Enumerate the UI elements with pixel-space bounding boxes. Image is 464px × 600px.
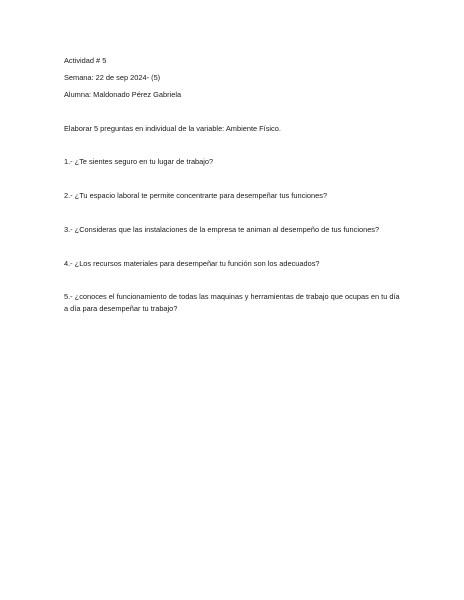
question-1: 1.- ¿Te sientes seguro en tu lugar de trabajo? (64, 157, 214, 166)
question-4: 4.- ¿Los recursos materiales para desempeñar tu función son los adecuados? (64, 259, 320, 268)
student-label: Alumna: Maldonado Pérez Gabriela (64, 90, 182, 99)
activity-label: Actividad # 5 (64, 56, 107, 65)
question-5: 5.- ¿conoces el funcionamiento de todas las maquinas y herramientas de trabajo que ocupas en tu día a día para desempeñar tu trabajo? (64, 292, 400, 313)
question-3: 3.- ¿Consideras que las instalaciones de la empresa te animan al desempeño de tus funciones? (64, 225, 380, 234)
week-label: Semana: 22 de sep 2024- (5) (64, 73, 161, 82)
question-2: 2.- ¿Tu espacio laboral te permite concentrarte para desempeñar tus funciones? (64, 191, 328, 200)
instructions-text: Elaborar 5 preguntas en individual de la variable: Ambiente Físico. (64, 124, 281, 133)
